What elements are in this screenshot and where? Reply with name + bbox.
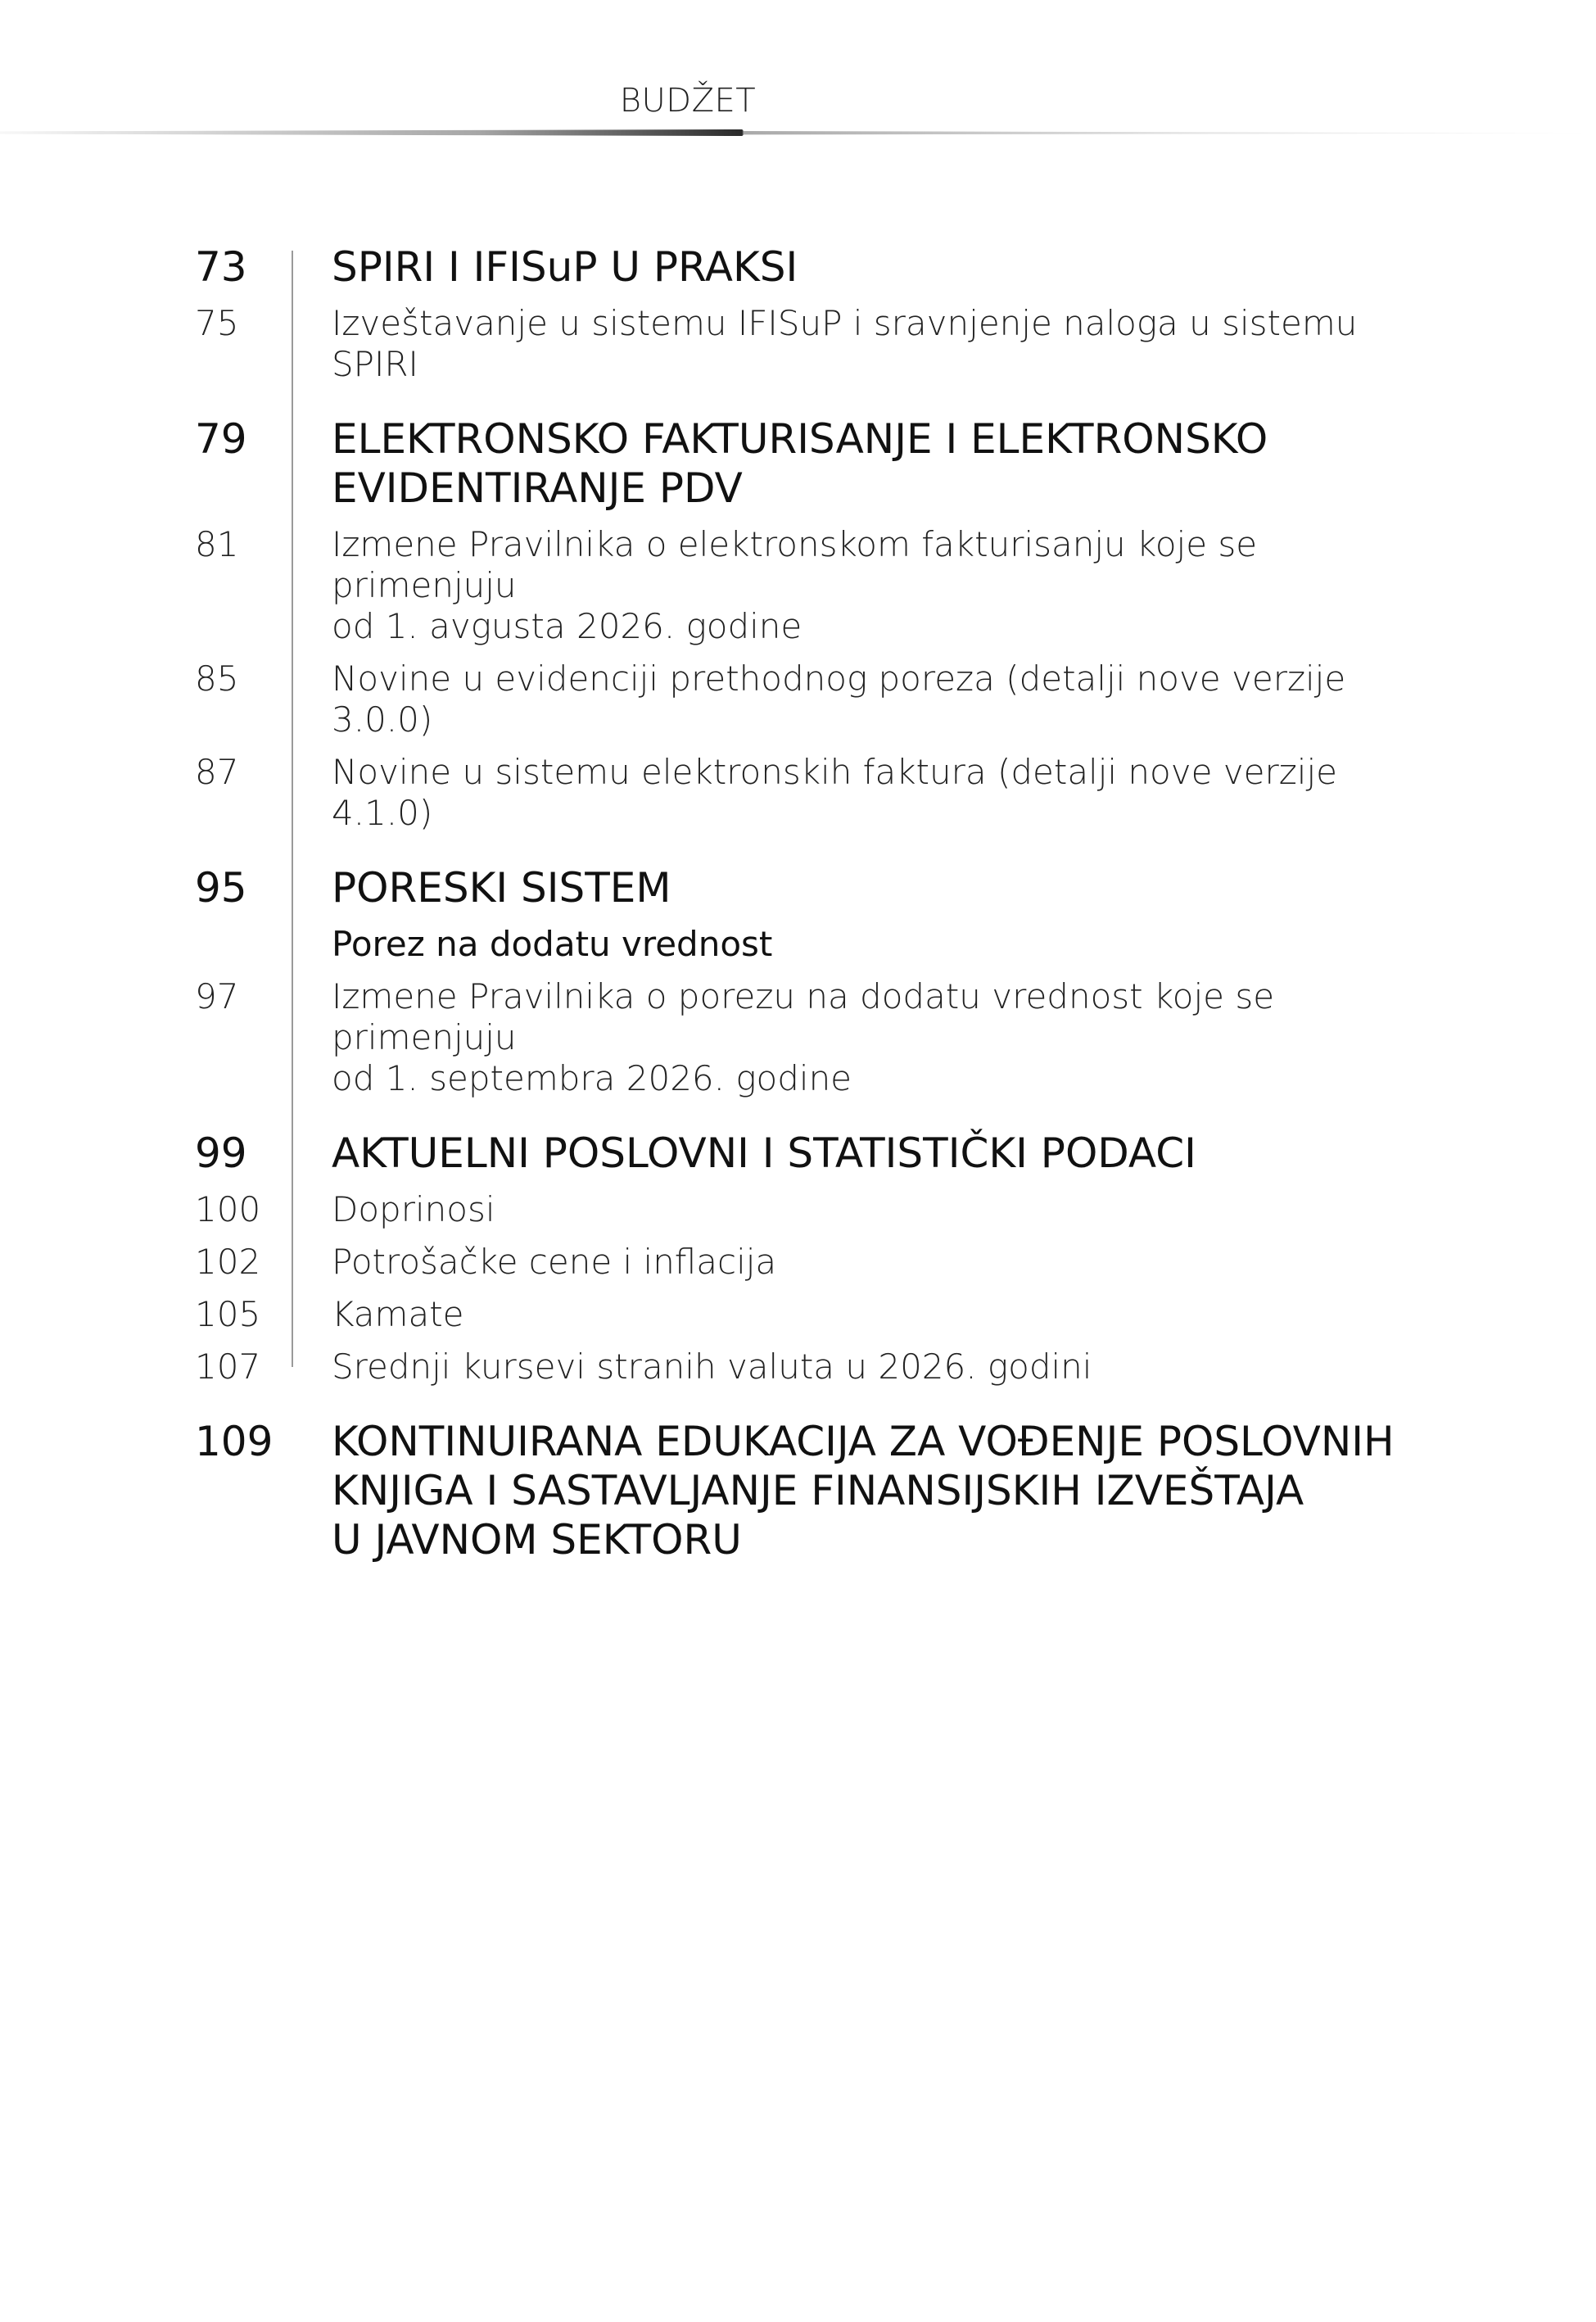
toc-entry-title [332,976,1396,1099]
toc-entry-title-line: od 1. septembra 2026. godine [332,1058,852,1098]
toc-entry-title [332,242,1396,292]
toc-page-number: 79 [195,415,247,463]
toc-entry-title-line: Kamate [332,1294,464,1334]
toc-page-number: 87 [195,752,239,792]
toc-section-entry [0,1417,1596,1564]
toc-article-entry [0,524,1596,647]
toc-section-entry [0,414,1596,513]
toc-entry-title-line: Izmene Pravilnika o elektronskom fakturisanju koje se primenjuju [332,524,1258,605]
toc-entry-title-line: Novine u sistemu elektronskih faktura (detalji nove verzije 4.1.0) [332,752,1337,833]
toc-entry-title [332,1129,1396,1178]
toc-entry-title [332,752,1396,834]
toc-entry-title [332,1417,1396,1564]
toc-entry-title-line: Srednji kursevi stranih valuta u 2026. godini [332,1347,1092,1387]
toc-entry-title-line: KNJIGA I SASTAVLJANJE FINANSIJSKIH IZVEŠTAJA [332,1467,1304,1514]
toc-entry-title-line: ELEKTRONSKO FAKTURISANJE I ELEKTRONSKO [332,415,1268,463]
toc-entry-title-line: Izmene Pravilnika o porezu na dodatu vrednost koje se primenjuju [332,976,1275,1057]
toc-entry-title-line: od 1. avgusta 2026. godine [332,606,803,646]
toc-page-number: 75 [195,303,239,343]
running-header-title: BUDŽET [619,82,757,120]
toc-entry-title [332,303,1396,385]
toc-entry-title-line: Novine u evidenciji prethodnog poreza (detalji nove verzije 3.0.0) [332,659,1346,740]
toc-subheading [0,924,1596,965]
toc-entry-title [332,1294,1396,1335]
toc-entry-title-line: Potrošačke cene i inflacija [332,1242,777,1282]
toc-article-entry [0,752,1596,834]
toc-section-entry [0,863,1596,912]
toc-entry-title [332,863,1396,912]
toc-page-number: 97 [195,976,239,1016]
table-of-contents [0,242,1596,1564]
toc-entry-title [332,1189,1396,1230]
toc-page-number: 95 [195,864,247,912]
toc-entry-title-line: AKTUELNI POSLOVNI I STATISTIČKI PODACI [332,1129,1196,1177]
toc-article-entry [0,976,1596,1099]
toc-page-number: 85 [195,659,239,699]
toc-page-number: 102 [195,1242,261,1282]
toc-page-number: 105 [195,1294,261,1334]
toc-article-entry [0,303,1596,385]
toc-page-number: 73 [195,243,247,291]
toc-entry-title-line: Izveštavanje u sistemu IFISuP i sravnjenje naloga u sistemu SPIRI [332,303,1358,384]
toc-section-entry [0,242,1596,292]
toc-page-number: 81 [195,524,239,564]
toc-entry-title [332,924,1396,965]
toc-entry-title [332,524,1396,647]
toc-article-entry [0,1294,1596,1335]
toc-section-entry [0,1129,1596,1178]
toc-page-number: 100 [195,1189,261,1229]
toc-entry-title-line: SPIRI I IFISuP U PRAKSI [332,243,798,291]
toc-article-entry [0,659,1596,740]
header-rule [0,129,1596,136]
toc-page-number: 109 [195,1418,274,1465]
toc-entry-title [332,1242,1396,1283]
toc-entry-title-line: PORESKI SISTEM [332,864,671,912]
toc-entry-title [332,1347,1396,1387]
toc-article-entry [0,1347,1596,1387]
toc-entry-title-line: KONTINUIRANA EDUKACIJA ZA VOĐENJE POSLOVNIH [332,1418,1395,1465]
toc-article-entry [0,1189,1596,1230]
toc-entry-title-line: Porez na dodatu vrednost [332,924,773,964]
toc-entry-title-line: U JAVNOM SEKTORU [332,1516,742,1564]
toc-entry-title [332,414,1396,513]
toc-entry-title-line: EVIDENTIRANJE PDV [332,464,743,512]
toc-article-entry [0,1242,1596,1283]
toc-entry-title [332,659,1396,740]
toc-page-number: 107 [195,1347,261,1387]
toc-page-number: 99 [195,1129,247,1177]
toc-entry-title-line: Doprinosi [332,1189,495,1229]
